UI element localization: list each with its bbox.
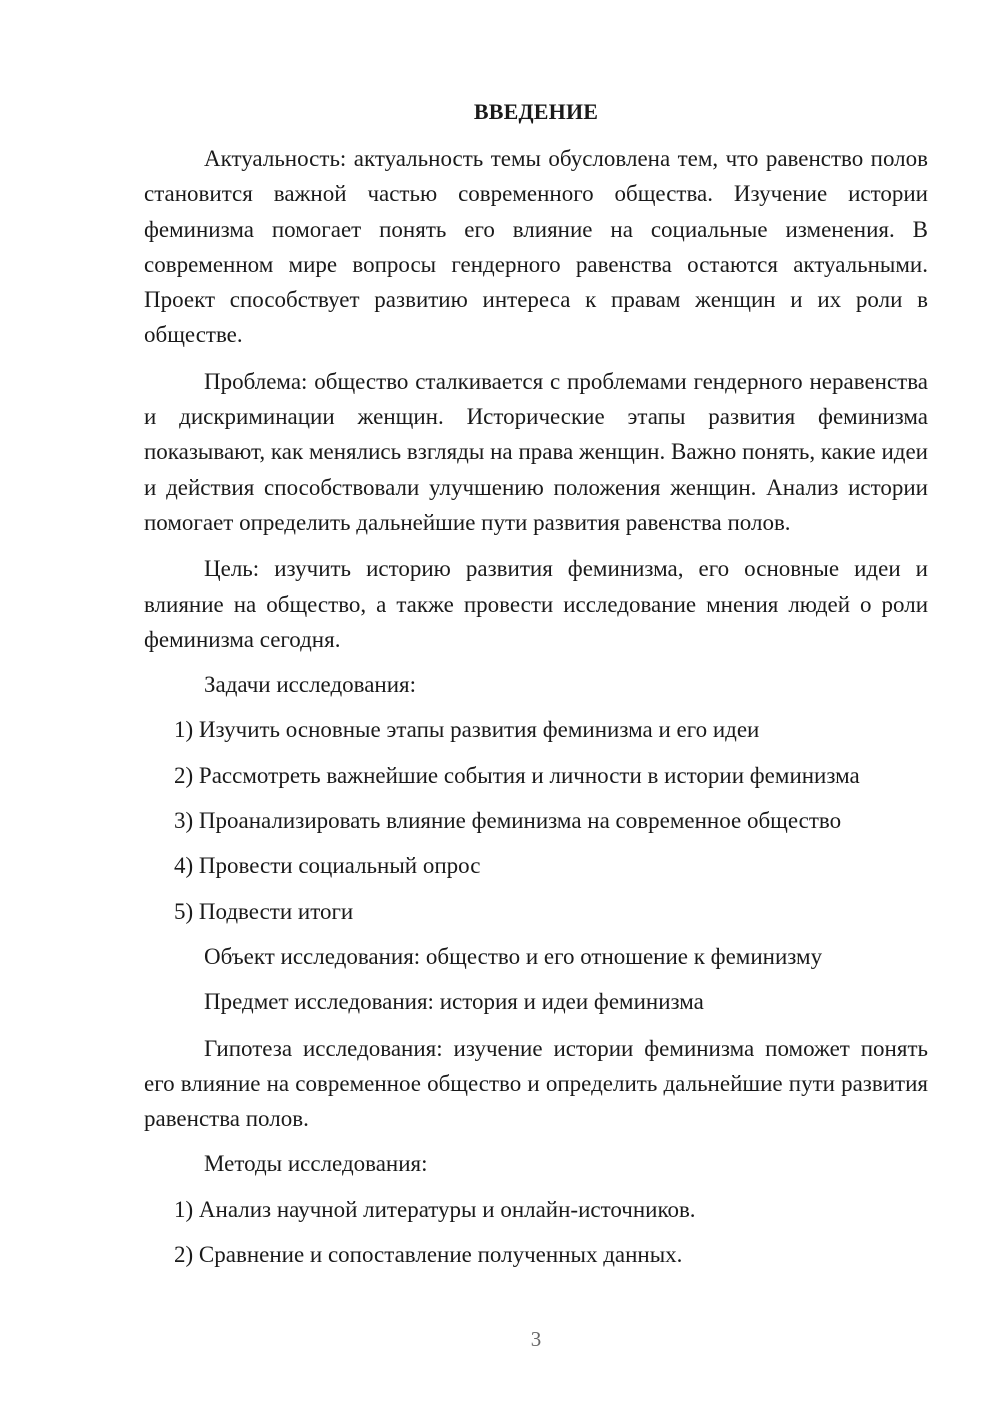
task-item-1: 1) Изучить основные этапы развития феминизма и его идеи xyxy=(174,717,760,743)
page-number: 3 xyxy=(530,1327,542,1351)
section-title: ВВЕДЕНИЕ xyxy=(473,99,599,124)
research-object: Объект исследования: общество и его отношение к феминизму xyxy=(204,943,823,969)
research-subject: Предмет исследования: история и идеи феминизма xyxy=(204,989,704,1015)
task-item-2: 2) Рассмотреть важнейшие события и личности в истории феминизма xyxy=(174,762,860,788)
problem-paragraph: Проблема: общество сталкивается с проблемами гендерного неравенства и дискриминации женщин. Исторические этапы развития феминизма показывают, как менялись взгляды на права женщин. Важно понять, какие идеи и действия способствовали улучшению положения женщин. Анализ истории помогает определить дальнейшие пути развития равенства полов. xyxy=(144,368,928,535)
relevance-paragraph: Актуальность: актуальность темы обусловлена тем, что равенство полов становится важной частью современного общества. Изучение истории феминизма помогает понять его влияние на социальные изменения. В современном мире вопросы гендерного равенства остаются актуальными. Проект способствует развитию интереса к правам женщин и их роли в обществе. xyxy=(144,146,928,348)
method-item-2: 2) Сравнение и сопоставление полученных данных. xyxy=(174,1242,683,1268)
task-item-5: 5) Подвести итоги xyxy=(174,898,354,924)
method-item-1: 1) Анализ научной литературы и онлайн-источников. xyxy=(174,1196,696,1222)
goal-paragraph: Цель: изучить историю развития феминизма, его основные идеи и влияние на общество, а также провести исследование мнения людей о роли феминизма сегодня. xyxy=(144,556,928,652)
methods-heading: Методы исследования: xyxy=(204,1151,428,1177)
hypothesis-paragraph: Гипотеза исследования: изучение истории феминизма поможет понять его влияние на современное общество и определить дальнейшие пути развития равенства полов. xyxy=(144,1035,928,1132)
page-content xyxy=(144,94,928,1272)
tasks-heading: Задачи исследования: xyxy=(204,672,417,698)
task-item-3: 3) Проанализировать влияние феминизма на современное общество xyxy=(174,808,842,834)
task-item-4: 4) Провести социальный опрос xyxy=(174,853,481,879)
